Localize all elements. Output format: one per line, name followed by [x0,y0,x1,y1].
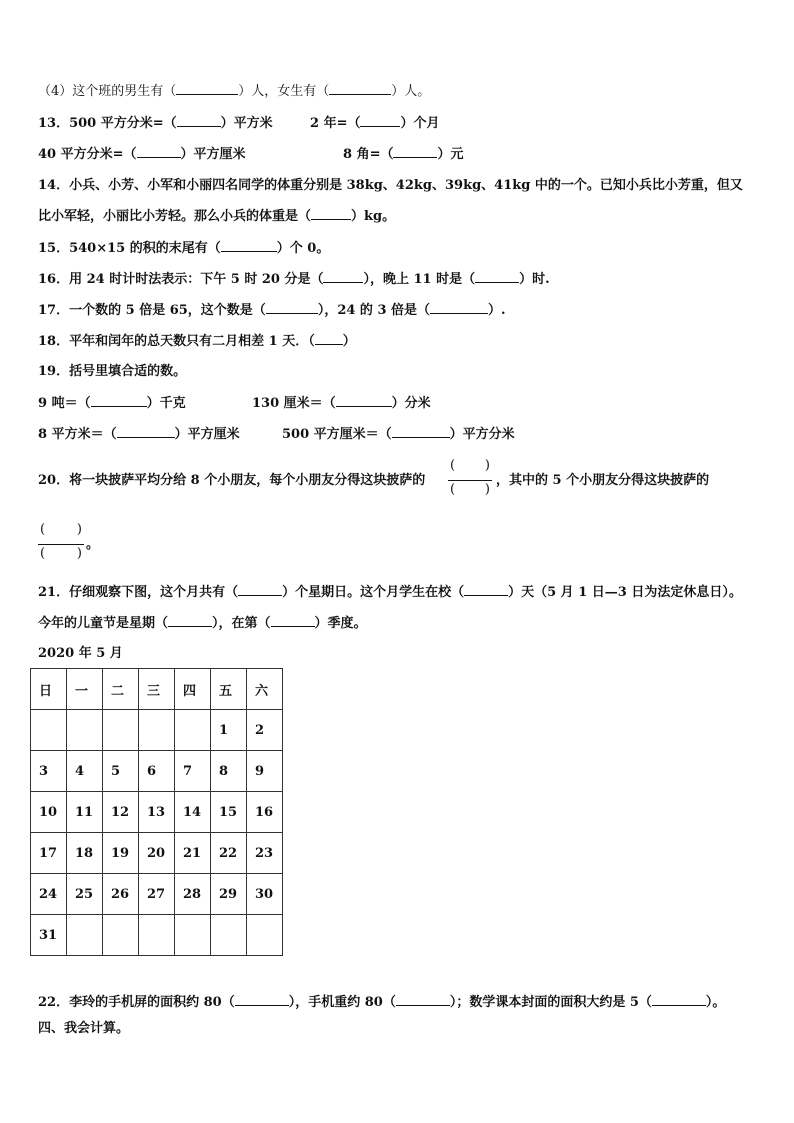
section-4-heading: 四、我会计算。 [38,1021,130,1036]
answer-blank[interactable] [117,425,175,438]
calendar-day: 28 [175,874,211,915]
calendar-header-row [31,669,283,710]
question-18: 18．平年和闰年的总天数只有二月相差 1 天．（ ） [38,334,356,349]
calendar-header: 六 [247,669,283,710]
calendar-day: 16 [247,792,283,833]
calendar-day: 22 [211,833,247,874]
question-19c: 8 平方米＝（ ）平方厘米 [38,427,240,442]
question-21-line1: 21．仔细观察下图，这个月共有（ ）个星期日。这个月学生在校（ ）天（5 月 1 日—3 日为法定休息日）。 [38,585,742,600]
question-13a: 13．500 平方分米=（ ）平方米 [38,116,273,131]
calendar-header: 四 [175,669,211,710]
calendar-day: 26 [103,874,139,915]
calendar-day: 13 [139,792,175,833]
answer-blank[interactable] [177,114,221,127]
calendar-header: 三 [139,669,175,710]
calendar-week-row [31,792,283,833]
answer-blank[interactable] [137,145,181,158]
calendar-day: 19 [103,833,139,874]
fraction-bar [38,544,84,545]
answer-blank[interactable] [311,207,351,220]
answer-blank[interactable] [430,301,488,314]
question-17: 17．一个数的 5 倍是 65，这个数是（ ），24 的 3 倍是（ ）. [38,303,506,318]
question-19d: 500 平方厘米＝（ ）平方分米 [282,427,515,442]
calendar-week-row [31,915,283,956]
calendar-header: 一 [67,669,103,710]
calendar-day: 20 [139,833,175,874]
calendar-day [103,915,139,956]
answer-blank[interactable] [329,82,391,95]
answer-blank[interactable] [168,614,212,627]
calendar-day [247,915,283,956]
calendar-day: 4 [67,751,103,792]
calendar-day: 29 [211,874,247,915]
answer-blank[interactable] [475,270,519,283]
question-15: 15．540×15 的积的末尾有（ ）个 0。 [38,241,330,256]
answer-blank[interactable] [315,332,343,345]
fraction-bar [448,480,492,481]
answer-blank[interactable] [221,239,277,252]
calendar-title: 2020 年 5 月 [38,646,123,661]
fraction-answer-1[interactable]: ( ) ( ) [450,458,490,497]
calendar-header: 二 [103,669,139,710]
calendar-week-row [31,710,283,751]
calendar-day: 3 [31,751,67,792]
answer-blank[interactable] [393,145,437,158]
calendar-day: 15 [211,792,247,833]
answer-blank[interactable] [464,583,508,596]
calendar-day: 25 [67,874,103,915]
calendar-day [175,915,211,956]
calendar-header: 五 [211,669,247,710]
answer-blank[interactable] [396,993,450,1006]
calendar-day: 18 [67,833,103,874]
question-19b: 130 厘米＝（ ）分米 [252,396,431,411]
calendar-day [139,710,175,751]
calendar-week-row [31,874,283,915]
calendar-day: 2 [247,710,283,751]
calendar-day: 30 [247,874,283,915]
calendar-day [103,710,139,751]
calendar-day: 1 [211,710,247,751]
calendar-day: 23 [247,833,283,874]
calendar-day: 21 [175,833,211,874]
question-13c: 40 平方分米=（ ）平方厘米 [38,147,246,162]
calendar-day: 5 [103,751,139,792]
question-16: 16．用 24 时计时法表示：下午 5 时 20 分是（ ），晚上 11 时是（ ）时. [38,272,550,287]
answer-blank[interactable] [176,82,238,95]
calendar-day: 31 [31,915,67,956]
calendar-week-row [31,833,283,874]
calendar-week-row [31,751,283,792]
question-21-line2: 今年的儿童节是星期（ ），在第（ ）季度。 [38,616,367,631]
calendar-day: 17 [31,833,67,874]
calendar-day: 27 [139,874,175,915]
calendar-day: 9 [247,751,283,792]
question-20-end: 。 [86,537,100,552]
calendar-header: 日 [31,669,67,710]
question-14-line1: 14．小兵、小芳、小军和小丽四名同学的体重分别是 38kg、42kg、39kg、41kg 中的一个。已知小兵比小芳重，但又 [38,178,743,193]
answer-blank[interactable] [266,301,318,314]
calendar-table [30,668,283,956]
answer-blank[interactable] [392,425,450,438]
calendar-day [67,915,103,956]
question-12-part-4: （4）这个班的男生有（ ）人，女生有（ ）人。 [38,84,431,99]
question-22: 22．李玲的手机屏的面积约 80（ ），手机重约 80（ ）；数学课本封面的面积大约是 5（ ）。 [38,995,726,1010]
calendar-day: 12 [103,792,139,833]
calendar-day: 7 [175,751,211,792]
calendar-day: 8 [211,751,247,792]
calendar-day: 24 [31,874,67,915]
answer-blank[interactable] [323,270,363,283]
answer-blank[interactable] [238,583,282,596]
answer-blank[interactable] [336,394,392,407]
answer-blank[interactable] [360,114,400,127]
question-19a: 9 吨＝（ ）千克 [38,396,186,411]
fraction-answer-2[interactable]: ( ) ( ) [40,522,82,561]
calendar-day [67,710,103,751]
calendar-day [175,710,211,751]
calendar-day [211,915,247,956]
answer-blank[interactable] [91,394,147,407]
answer-blank[interactable] [235,993,289,1006]
calendar-day [139,915,175,956]
calendar-day: 11 [67,792,103,833]
question-20-text: 20．将一块披萨平均分给 8 个小朋友，每个小朋友分得这块披萨的 [38,473,426,488]
answer-blank[interactable] [271,614,315,627]
calendar-day: 6 [139,751,175,792]
question-14-line2: 比小军轻，小丽比小芳轻。那么小兵的体重是（ ）kg。 [38,209,396,224]
question-13d: 8 角=（ ）元 [343,147,464,162]
question-13b: 2 年=（ ）个月 [310,116,440,131]
calendar-day: 10 [31,792,67,833]
calendar-day: 14 [175,792,211,833]
question-19-title: 19．括号里填合适的数。 [38,364,187,379]
question-20-text-2: ，其中的 5 个小朋友分得这块披萨的 [496,473,710,488]
calendar-day [31,710,67,751]
answer-blank[interactable] [652,993,706,1006]
